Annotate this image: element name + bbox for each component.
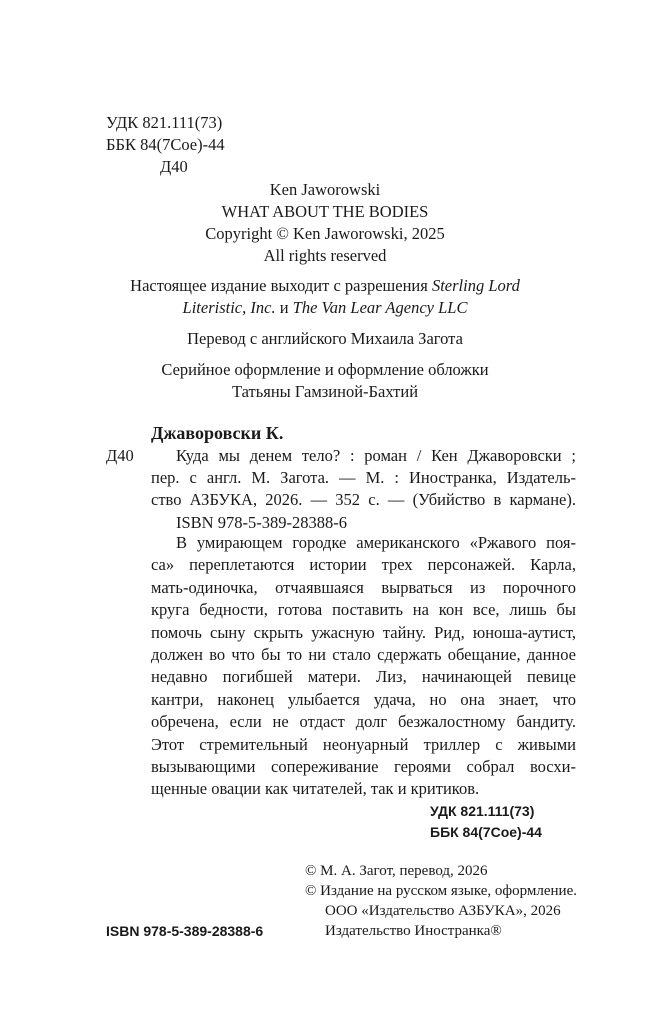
udk-header: УДК 821.111(73) [106, 113, 223, 132]
catalog-isbn: ISBN 978-5-389-28388-6 [176, 513, 347, 532]
abstract-line: кантри, наконец улыбается удача, но она знает, что [151, 689, 576, 709]
abstract-line: помочь сыну скрыть ужасную тайну. Рид, юноша-аутист, [151, 622, 576, 642]
abstract-line: вызывающими сопереживание героями собрал восхи- [151, 757, 576, 777]
original-title: WHAT ABOUT THE BODIES [221, 202, 429, 221]
rights-reserved: All rights reserved [263, 246, 387, 265]
catalog-heading: Джаворовски К. [151, 423, 284, 443]
udk-bottom: УДК 821.111(73) [430, 803, 535, 819]
catalog-code: Д40 [106, 446, 134, 465]
copyright-line: Издательство Иностранка® [325, 923, 502, 939]
copyright-line: © Издание на русском языке, оформление. [305, 883, 577, 899]
bbk-bottom: ББК 84(7Сое)-44 [430, 824, 542, 840]
design-credit-2: Татьяны Гамзиной-Бахтий [231, 382, 419, 401]
catalog-entry-line: пер. с англ. М. Загота. — М. : Иностранка, Издатель- [151, 468, 576, 487]
translation-credit: Перевод с английского Михаила Загота [187, 329, 463, 348]
copyright-line: ООО «Издательство АЗБУКА», 2026 [325, 903, 561, 919]
catalog-entry-line: ство АЗБУКА, 2026. — 352 с. — (Убийство в кармане). [151, 490, 576, 509]
bbk-header: ББК 84(7Сое)-44 [106, 135, 225, 154]
abstract [151, 532, 576, 801]
permission-line-2: Literistic, Inc. и The Van Lear Agency LLC [182, 298, 468, 317]
permission-line-1: Настоящее издание выходит с разрешения Sterling Lord [130, 276, 520, 295]
abstract-line: Этот стремительный неонуарный триллер с живыми [151, 734, 576, 754]
abstract-line: обречена, если не отдаст долг безжалостному бандиту. [151, 712, 576, 732]
abstract-line: са» переплетаются истории трех персонажей. Карла, [151, 555, 576, 575]
abstract-line: щенные овации как читателей, так и критиков. [151, 779, 480, 799]
abstract-line: В умирающем городке американского «Ржавого поя- [176, 533, 576, 552]
design-credit-1: Серийное оформление и оформление обложки [161, 360, 489, 379]
abstract-line: круга бедности, готова поставить на кон все, лишь бы [151, 600, 576, 620]
catalog-entry-line: Куда мы денем тело? : роман / Кен Джаворовски ; [176, 446, 576, 465]
abstract-line: мать-одиночка, отчаявшаяся вырваться из порочного [151, 577, 576, 597]
original-author: Ken Jaworowski [269, 180, 381, 199]
author-code-header: Д40 [160, 157, 188, 176]
isbn-bottom: ISBN 978-5-389-28388-6 [106, 923, 264, 939]
copyright-line: © М. А. Загот, перевод, 2026 [305, 863, 488, 879]
original-copyright: Copyright © Ken Jaworowski, 2025 [205, 224, 445, 243]
abstract-line: недавно погибшей матери. Лиз, начинающей певице [151, 667, 576, 687]
abstract-line: должен во что бы то ни стало сдержать обещание, данное [151, 645, 576, 665]
